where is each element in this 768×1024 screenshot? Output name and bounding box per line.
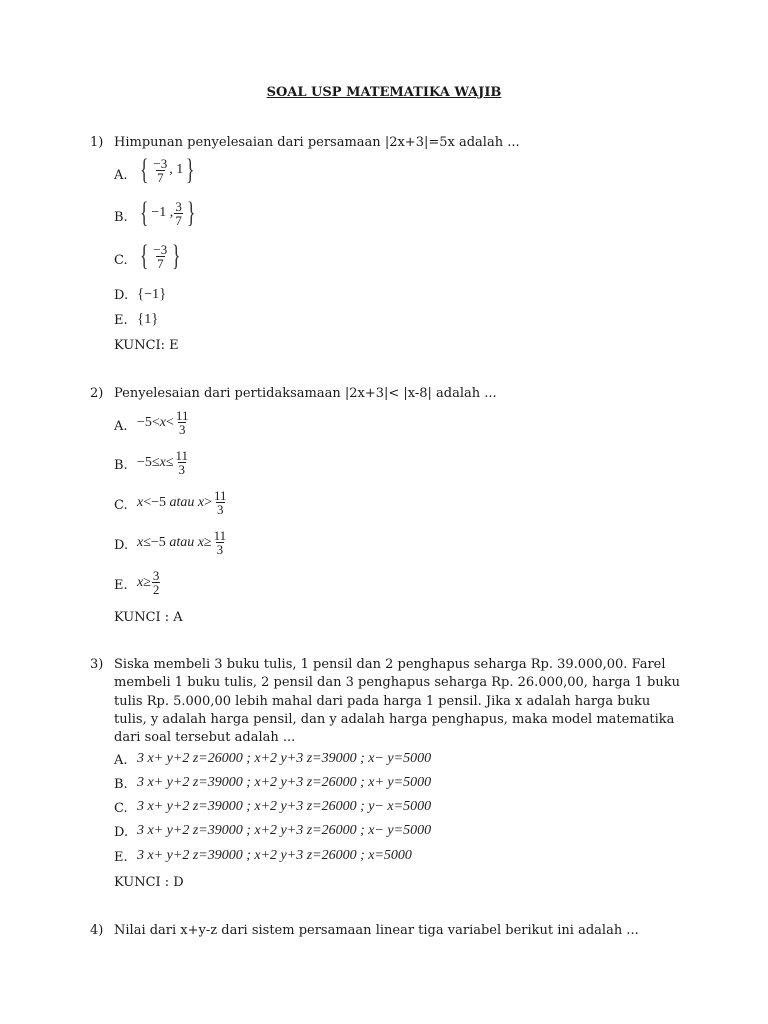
document-title: SOAL USP MATEMATIKA WAJIB (266, 85, 502, 100)
option-label: B. (114, 458, 128, 473)
option-label: D. (114, 825, 129, 840)
question-number: 3) (90, 657, 104, 672)
question-text: Siska membeli 3 buku tulis, 1 pensil dan 2 penghapus seharga Rp. 39.000,00. Farel membeli 1 buku tulis, 2 pensil dan 3 penghapus seharga Rp. 26.000,00, harga 1 buku tulis Rp. 5.000,00 lebih mahal dari pada harga 1 pensil. Jika x adalah harga buku tulis, y adalah harga pensil, dan y adalah harga penghapus, maka model matematika dari soal tersebut adalah ... (114, 657, 680, 746)
option-equation: 3 x+ y+2 z=26000 ; x+2 y+3 z=39000 ; x− y=5000 (137, 751, 432, 766)
option-label: E. (114, 850, 128, 865)
option-label: A. (114, 168, 128, 183)
answer-key: KUNCI : A (114, 610, 183, 625)
option-label: A. (114, 419, 128, 434)
question-text: Penyelesaian dari pertidaksamaan |2x+3|< |x-8| adalah ... (114, 386, 497, 401)
option-label: D. (114, 538, 129, 553)
option-math: { −1 , $\frac{3}{7}$ } (139, 196, 196, 229)
question-text: Himpunan penyelesaian dari persamaan |2x+3|=5x adalah ... (114, 135, 520, 150)
option-label: E. (114, 313, 128, 328)
option-equation: 3 x+ y+2 z=39000 ; x+2 y+3 z=26000 ; x− y=5000 (137, 823, 432, 838)
option-equation: 3 x+ y+2 z=39000 ; x+2 y+3 z=26000 ; y− x=5000 (137, 799, 432, 814)
question-text: Nilai dari x+y-z dari sistem persamaan linear tiga variabel berikut ini adalah ... (114, 923, 639, 938)
option-math: x <−5 atau x > $\frac{11}{3}$ (137, 488, 227, 517)
option-math: x ≤−5 atau x ≥ $\frac{11}{3}$ (137, 528, 227, 557)
question-number: 1) (90, 135, 104, 150)
option-label: C. (114, 801, 128, 816)
option-label: C. (114, 498, 128, 513)
option-math: { $\frac{-3}{7}$ } (139, 239, 181, 272)
option-math: { −1 } (137, 286, 167, 302)
option-label: D. (114, 288, 129, 303)
option-label: A. (114, 753, 128, 768)
option-math: { 1 } (137, 311, 159, 327)
option-math: −5< x < $\frac{11}{3}$ (137, 408, 189, 437)
answer-key: KUNCI: E (114, 338, 179, 353)
option-math: −5≤ x ≤ $\frac{11}{3}$ (137, 448, 189, 477)
option-equation: 3 x+ y+2 z=39000 ; x+2 y+3 z=26000 ; x+ y=5000 (137, 775, 432, 790)
question-number: 4) (90, 923, 104, 938)
question-number: 2) (90, 386, 104, 401)
option-label: B. (114, 210, 128, 225)
answer-key: KUNCI : D (114, 875, 184, 890)
option-label: E. (114, 578, 128, 593)
option-label: B. (114, 777, 128, 792)
option-label: C. (114, 253, 128, 268)
option-math: x ≥ $\frac{3}{2}$ (137, 568, 160, 597)
option-math: { $\frac{-3}{7}$ , 1 } (139, 153, 195, 186)
option-equation: 3 x+ y+2 z=39000 ; x+2 y+3 z=26000 ; x=5000 (137, 848, 412, 863)
